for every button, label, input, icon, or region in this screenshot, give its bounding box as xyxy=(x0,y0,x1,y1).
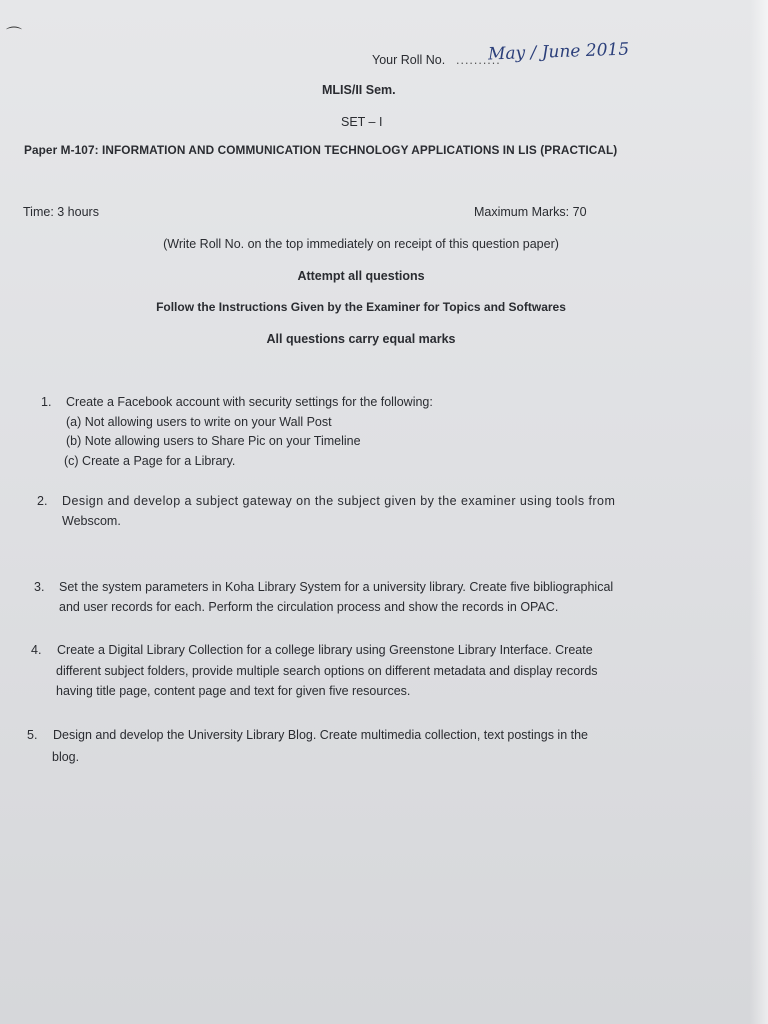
question-text-line: Set the system parameters in Koha Library System for a university library. Create five bibliographical xyxy=(59,580,614,594)
question-text-line: blog. xyxy=(52,750,80,764)
roll-number-dots: .......... xyxy=(456,53,501,67)
punch-hole-icon: ⌒ xyxy=(6,27,23,44)
question-text-line: Design and develop the University Library Blog. Create multimedia collection, text postings in the xyxy=(53,728,588,742)
instruction-roll-number: (Write Roll No. on the top immediately on receipt of this question paper) xyxy=(163,237,559,251)
paper-title: Paper M-107: INFORMATION AND COMMUNICATION TECHNOLOGY APPLICATIONS IN LIS (PRACTICAL) xyxy=(24,143,618,157)
handwritten-session: May / June 2015 xyxy=(487,39,630,65)
course-title: MLIS/II Sem. xyxy=(322,83,396,97)
exam-duration: Time: 3 hours xyxy=(23,205,99,219)
question-subitem: (c) Create a Page for a Library. xyxy=(64,454,236,468)
question-text-line: having title page, content page and text for given five resources. xyxy=(56,684,411,698)
question-number: 5. xyxy=(27,728,38,742)
question-subitem: (a) Not allowing users to write on your Wall Post xyxy=(66,415,332,429)
question-text-line: Create a Digital Library Collection for a college library using Greenstone Library Interface. Create xyxy=(57,643,593,657)
question-text-line: Create a Facebook account with security settings for the following: xyxy=(66,395,433,409)
question-number: 1. xyxy=(41,395,52,409)
question-text-line: and user records for each. Perform the circulation process and show the records in OPAC. xyxy=(59,600,559,614)
question-number: 4. xyxy=(31,643,42,657)
instruction-follow-examiner: Follow the Instructions Given by the Examiner for Topics and Softwares xyxy=(156,300,566,314)
set-label: SET – I xyxy=(341,115,383,129)
maximum-marks: Maximum Marks: 70 xyxy=(474,205,587,219)
question-text-line: different subject folders, provide multiple search options on different metadata and display records xyxy=(56,664,598,678)
question-number: 3. xyxy=(34,580,45,594)
question-text-line: Webscom. xyxy=(62,514,121,528)
instruction-equal-marks: All questions carry equal marks xyxy=(266,332,456,346)
instruction-attempt-all: Attempt all questions xyxy=(297,269,425,283)
question-text-line: Design and develop a subject gateway on the subject given by the examiner using tools from xyxy=(62,494,616,508)
question-number: 2. xyxy=(37,494,48,508)
roll-number-label: Your Roll No. xyxy=(372,53,446,67)
question-subitem: (b) Note allowing users to Share Pic on your Timeline xyxy=(66,434,361,448)
